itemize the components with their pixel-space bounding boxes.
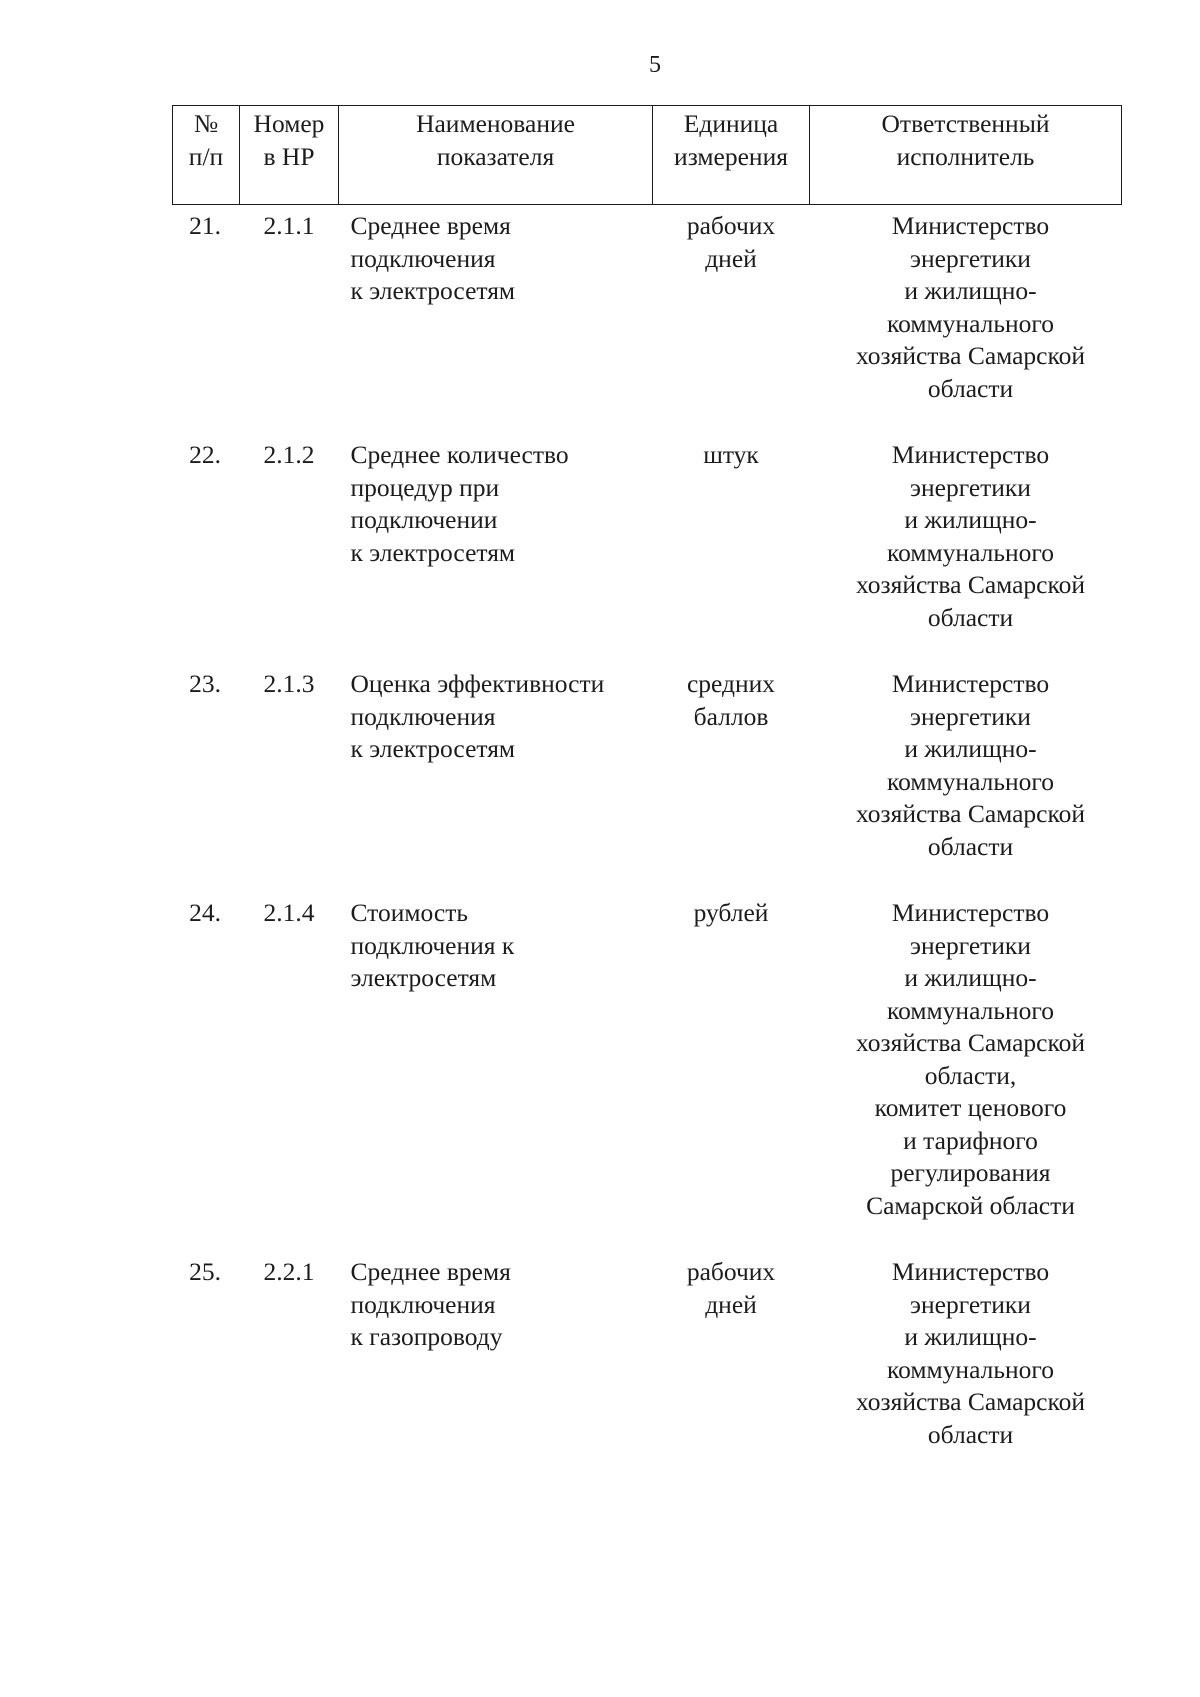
row-unit: рублей <box>693 898 769 927</box>
header-unit <box>653 106 810 205</box>
row-indicator-name: Стоимость подключения к электросетям <box>350 898 515 992</box>
row-code: 2.1.1 <box>263 211 315 240</box>
row-number: 23. <box>189 669 221 698</box>
row-unit: рабочих дней <box>686 1257 776 1319</box>
row-code: 2.1.4 <box>263 898 315 927</box>
indicators-table <box>172 105 1122 1476</box>
row-number: 21. <box>189 211 221 240</box>
row-responsible: Министерство энергетики и жилищно- коммунального хозяйства Самарской области <box>855 440 1085 632</box>
row-number: 24. <box>189 898 221 927</box>
row-number: 25. <box>189 1257 221 1286</box>
header-row <box>173 106 1122 205</box>
row-indicator-name: Среднее время подключения к электросетям <box>350 211 516 305</box>
table-row <box>173 1256 1122 1476</box>
table-row <box>173 897 1122 1256</box>
table-row <box>173 668 1122 897</box>
page-number: 5 <box>649 52 661 78</box>
row-code: 2.2.1 <box>263 1257 315 1286</box>
row-responsible: Министерство энергетики и жилищно- коммунального хозяйства Самарской области, комитет ценового и тарифного регулирования Самарской области <box>855 898 1085 1220</box>
row-responsible: Министерство энергетики и жилищно- коммунального хозяйства Самарской области <box>855 1257 1085 1449</box>
header-code-label: Номер в НР <box>253 109 325 171</box>
table-body <box>173 205 1122 1477</box>
row-unit: средних баллов <box>686 669 776 731</box>
row-indicator-name: Среднее время подключения к газопроводу <box>350 1257 511 1351</box>
row-responsible: Министерство энергетики и жилищно- коммунального хозяйства Самарской области <box>855 669 1085 861</box>
header-name <box>339 106 653 205</box>
header-num-label: № п/п <box>188 109 224 171</box>
table-row <box>173 439 1122 668</box>
row-number: 22. <box>189 440 221 469</box>
row-unit: рабочих дней <box>686 211 776 273</box>
row-indicator-name: Среднее количество процедур при подключении к электросетям <box>350 440 569 567</box>
header-num <box>173 106 240 205</box>
header-unit-label: Единица измерения <box>674 109 788 171</box>
row-indicator-name: Оценка эффективности подключения к электросетям <box>350 669 605 763</box>
row-responsible: Министерство энергетики и жилищно- коммунального хозяйства Самарской области <box>855 211 1085 403</box>
header-resp <box>810 106 1122 205</box>
header-name-label: Наименование показателя <box>416 109 575 171</box>
table-row <box>173 205 1122 440</box>
row-code: 2.1.3 <box>263 669 315 698</box>
header-code <box>240 106 339 205</box>
row-unit: штук <box>703 440 759 469</box>
table-header <box>173 106 1122 205</box>
row-code: 2.1.2 <box>263 440 315 469</box>
header-resp-label: Ответственный исполнитель <box>881 109 1050 171</box>
